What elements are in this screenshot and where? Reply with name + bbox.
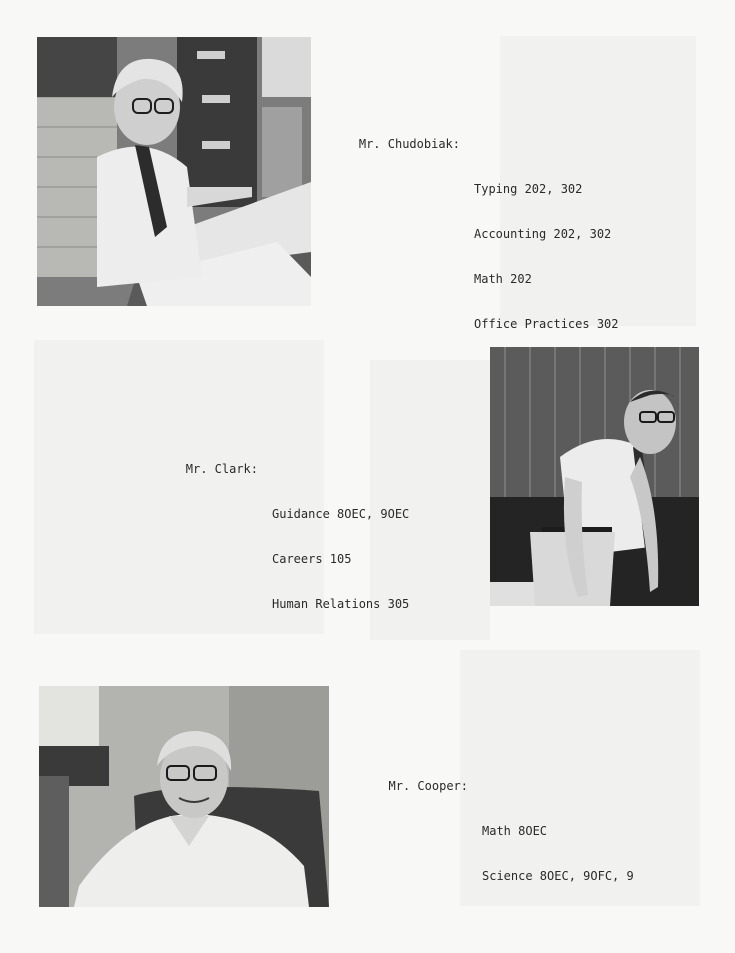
teacher-name: Mr. Chudobiak: <box>358 137 460 151</box>
course-line: Accounting 202, 302 <box>474 227 612 241</box>
course-line: Careers 105 <box>272 552 352 566</box>
course-line: Math 202 <box>474 272 532 286</box>
course-line: Typing 202, 302 <box>474 182 583 196</box>
teacher-entry-chudobiak <box>358 137 619 347</box>
course-line: Human Relations 305 <box>272 597 410 611</box>
teacher-photo-cooper <box>39 686 329 907</box>
teacher-name: Mr. Clark: <box>185 462 258 476</box>
teacher-name: Mr. Cooper: <box>388 779 468 793</box>
teacher-entry-cooper <box>388 779 634 899</box>
course-line: Guidance 8OEC, 9OEC <box>272 507 410 521</box>
teacher-photo-clark <box>490 347 699 606</box>
course-line: Office Practices 302 <box>474 317 619 331</box>
course-line: Science 8OEC, 9OFC, 9 <box>482 869 634 883</box>
course-line: Math 8OEC <box>482 824 548 838</box>
teacher-entry-clark <box>185 462 410 627</box>
teacher-photo-chudobiak <box>37 37 311 306</box>
